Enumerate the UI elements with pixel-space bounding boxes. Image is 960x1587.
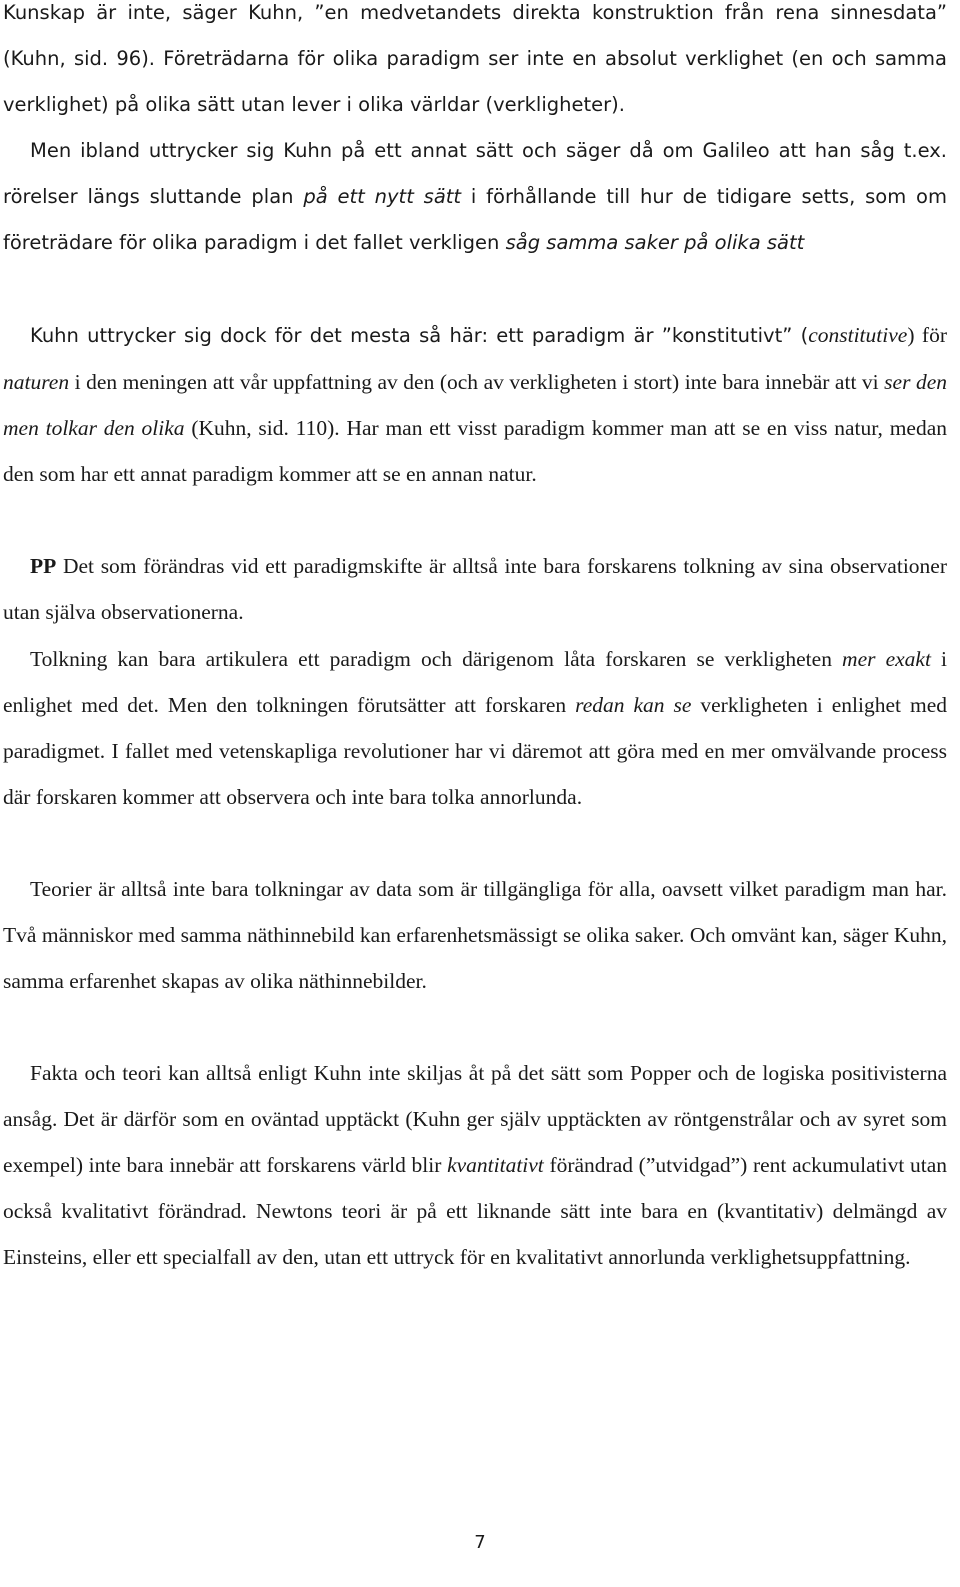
- text-run: Tolkning kan bara artikulera ett paradigm och därigenom låta forskaren se verkligheten: [30, 647, 843, 671]
- paragraph-text: [3, 636, 947, 820]
- paragraph-text: [3, 312, 947, 497]
- text-run: (Kuhn, sid. 110). Har man ett visst paradigm kommer man att se en viss natur, medan den som har ett annat paradigm kommer att se en annan natur.: [3, 416, 947, 486]
- text-run: verkligheten i enlighet med paradigmet. I fallet med vetenskapliga revolutioner har vi däremot att göra med en mer omvälvande process där forskaren kommer att observera och inte bara tolka annorlunda.: [3, 693, 947, 809]
- paragraph-galileo: [3, 128, 947, 266]
- paragraph-pp: [3, 543, 947, 635]
- text-run: i enlighet med det. Men den tolkningen förutsätter att forskaren: [3, 647, 947, 717]
- text-run: Men ibland uttrycker sig Kuhn på ett annat sätt och säger då om Galileo att han såg t.ex. rörelser längs sluttande plan: [3, 139, 947, 208]
- text-run: Det som förändras vid ett paradigmskifte är alltså inte bara forskarens tolkning av sina observationer utan själva observationerna.: [3, 554, 947, 624]
- paragraph-text: Teorier är alltså inte bara tolkningar av data som är tillgängliga för alla, oavsett vilket paradigm man har. Två människor med samma näthinnebild kan erfarenhetsmässigt se olika saker. Och omvänt kan, säger Kuhn, samma erfarenhet skapas av olika näthinnebilder.: [3, 877, 947, 993]
- paragraph-text: [3, 1050, 947, 1280]
- paragraph-text: [3, 543, 947, 635]
- emphasis-text: ser den men tolkar den olika: [3, 370, 947, 440]
- emphasis-text: på ett nytt sätt: [303, 185, 462, 208]
- emphasis-text: mer exakt: [842, 647, 931, 671]
- text-run: Fakta och teori kan alltså enligt Kuhn inte skiljas åt på det sätt som Popper och de logiska positivisterna ansåg. Det är därför som en oväntad upptäckt (Kuhn ger själv upptäckten av röntgenstrålar och av syret som exempel) inte bara innebär att forskarens värld blir: [3, 1061, 947, 1177]
- emphasis-text: såg samma saker på olika sätt: [505, 231, 805, 254]
- emphasis-text: kvantitativt: [447, 1153, 544, 1177]
- paragraph-fakta: [3, 1050, 947, 1280]
- paragraph-constitutive: [3, 312, 947, 497]
- paragraph-text: [3, 128, 947, 266]
- pp-marker: PP: [30, 554, 57, 578]
- paragraph-tolkning: [3, 636, 947, 820]
- emphasis-text: naturen: [3, 370, 70, 394]
- text-run: i förhållande till hur de tidigare setts, som om företrädare för olika paradigm i det fallet verkligen: [3, 185, 947, 254]
- text-run: Kuhn uttrycker sig dock för det mesta så här: ett paradigm är ”konstitutivt” (: [30, 324, 809, 347]
- paragraph-text: Kunskap är inte, säger Kuhn, ”en medvetandets direkta konstruktion från rena sinnesdata” (Kuhn, sid. 96). Företrädarna för olika paradigm ser inte en absolut verklighet (en och samma verklighet) på olika sätt utan lever i olika världar (verkligheter).: [3, 1, 947, 116]
- text-run: ) för: [907, 323, 947, 347]
- emphasis-text: constitutive: [808, 323, 908, 347]
- paragraph-teorier: [3, 866, 947, 1004]
- text-run: i den meningen att vår uppfattning av den (och av verkligheten i stort) inte bara innebär att vi: [69, 370, 885, 394]
- text-run: förändrad (”utvidgad”) rent ackumulativt utan också kvalitativt förändrad. Newtons teori är på ett liknande sätt inte bara en (kvantitativ) delmängd av Einsteins, eller ett specialfall av den, utan ett uttryck för en kvalitativt annorlunda verklighetsuppfattning.: [3, 1153, 947, 1269]
- paragraph-intro: [3, 0, 947, 128]
- emphasis-text: redan kan se: [575, 693, 692, 717]
- page-number: 7: [474, 1532, 486, 1553]
